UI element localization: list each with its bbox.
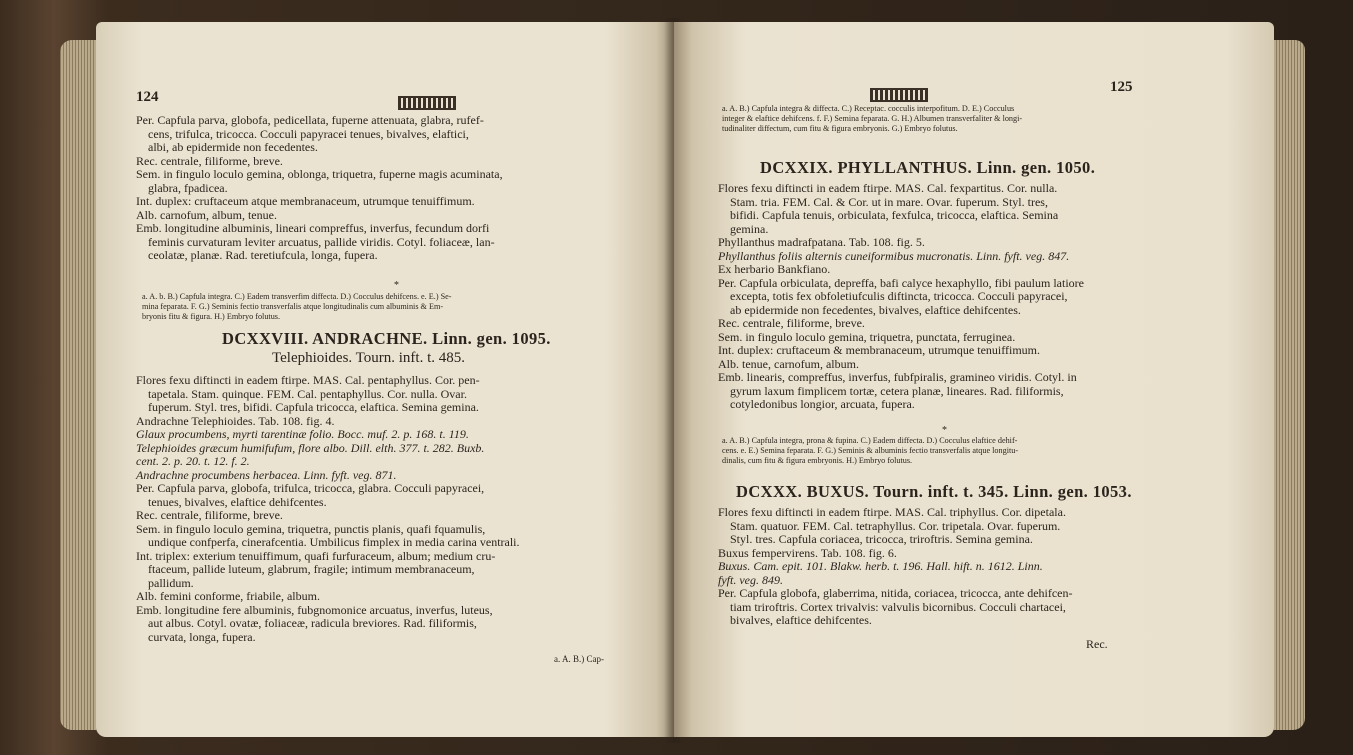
text-line: feminis curvaturam leviter arcuatus, pallide viridis. Cotyl. foliaceæ, lan- — [136, 234, 495, 249]
left-page-edges — [60, 40, 100, 730]
header-ornament — [398, 96, 456, 110]
footnote-line: tudinaliter diffectum, cum fitu & figura embryonis. G.) Embryo folutus. — [722, 124, 958, 133]
catchword: a. A. B.) Cap- — [554, 654, 604, 664]
text-line: cent. 2. p. 20. t. 12. f. 2. — [136, 454, 250, 468]
text-line: pallidum. — [136, 575, 194, 590]
text-line: Emb. longitudine albuminis, lineari compreffus, inverfus, fecundum dorfi — [136, 221, 490, 235]
text-line: cens, trifulca, tricocca. Cocculi papyracei tenues, bivalves, elaftici, — [136, 126, 469, 141]
genus-subheading: Telephioides. Tourn. inft. t. 485. — [272, 350, 466, 366]
text-line: excepta, totis fex obfoletiufculis diftincta, tricocca. Cocculi papyracei, — [718, 289, 1068, 303]
footnote-1 — [142, 292, 652, 322]
right-page — [674, 22, 1274, 737]
text-line: Alb. tenue, carnofum, album. — [718, 356, 859, 371]
left-page — [96, 22, 674, 737]
text-line: ab epidermide non fecedentes, bivalves, elaftice dehifcentes. — [718, 302, 1021, 317]
text-line: fuperum. Styl. tres, bifidi. Capfula tricocca, elaftica. Semina gemina. — [136, 400, 479, 414]
text-line: Emb. linearis, compreffus, inverfus, fubfpiralis, gramineo viridis. Cotyl. in — [718, 370, 1077, 384]
text-line: Andrachne procumbens herbacea. Linn. fyft. veg. 871. — [136, 467, 397, 482]
footnote-asterisk: * — [394, 280, 399, 291]
text-line: Int. triplex: exterium tenuiffimum, quafi furfuraceum, album; medium cru- — [136, 548, 496, 563]
text-line: Stam. quatuor. FEM. Cal. tetraphyllus. Cor. tripetala. Ovar. fuperum. — [718, 518, 1061, 533]
text-line: Per. Capfula orbiculata, depreffa, bafi calyce hexaphyllo, fibi paulum latiore — [718, 275, 1084, 290]
text-line: Sem. in fingulo loculo gemina, triquetra, punctata, ferruginea. — [718, 329, 1016, 344]
genus-heading: DCXXIX. PHYLLANTHUS. Linn. gen. 1050. — [760, 158, 1096, 177]
text-line: Telephioides græcum humifufum, flore albo. Dill. elth. 377. t. 282. Buxb. — [136, 440, 485, 455]
text-line: curvata, longa, fupera. — [136, 629, 256, 644]
text-line: Flores fexu diftincti in eadem ftirpe. MAS. Cal. fexpartitus. Cor. nulla. — [718, 181, 1058, 195]
text-line: Int. duplex: cruftaceum atque membranaceum, utrumque tenuiffimum. — [136, 194, 475, 208]
footnote-line: cens. e. E.) Semina feparata. F. G.) Seminis & albuminis fectio transverfalis atque longitu- — [722, 446, 1019, 455]
text-line: Buxus fempervirens. Tab. 108. fig. 6. — [718, 545, 897, 560]
text-line: gemina. — [718, 221, 769, 236]
footnote-asterisk: * — [942, 425, 947, 436]
text-line: Per. Capfula globofa, glaberrima, nitida, coriacea, tricocca, ante dehifcen- — [718, 586, 1073, 600]
text-line: gyrum laxum fimplicem tortæ, cetera planæ, lineares. Rad. filiformis, — [718, 383, 1064, 398]
footnote-line: integer & elaftice dehifcens. f. F.) Semina feparata. G. H.) Albumen transverfaliter & longi- — [722, 114, 1023, 123]
page-number: 124 — [136, 89, 159, 105]
description-block-2 — [136, 374, 656, 644]
text-line: tapetala. Stam. quinque. FEM. Cal. pentaphyllus. Cor. nulla. Ovar. — [136, 386, 467, 401]
footnote-line: dinalis, cum fitu & figura embryonis. H.) Embryo folutus. — [722, 456, 913, 465]
text-line: Rec. centrale, filiforme, breve. — [718, 316, 865, 330]
text-line: Ex herbario Bankfiano. — [718, 262, 831, 276]
text-line: bifidi. Capfula tenuis, orbiculata, fexfulca, tricocca, elaftica. Semina — [718, 208, 1059, 222]
page-number: 125 — [1110, 79, 1133, 95]
text-line: Sem. in fingulo loculo gemina, triquetra, punctis planis, quafi fquamulis, — [136, 521, 486, 536]
text-line: Alb. carnofum, album, tenue. — [136, 207, 277, 222]
text-line: aut albus. Cotyl. ovatæ, foliaceæ, radicula breviores. Rad. filiformis, — [136, 616, 477, 630]
footnote-2 — [722, 436, 1222, 466]
text-line: Phyllanthus foliis alternis cuneiformibus mucronatis. Linn. fyft. veg. 847. — [718, 248, 1070, 263]
footnote-line: mina feparata. F. G.) Seminis fectio transverfalis atque longitudinalis cum albuminis & Em- — [142, 302, 444, 311]
footnote-top — [722, 104, 1222, 134]
text-line: fyft. veg. 849. — [718, 572, 783, 587]
text-line: Rec. centrale, filiforme, breve. — [136, 153, 283, 168]
text-line: undique confperfa, cinerafcentia. Umbilicus fimplex in media carina ventrali. — [136, 535, 520, 549]
text-line: Emb. longitudine fere albuminis, fubgnomonice arcuatus, inverfus, luteus, — [136, 602, 493, 617]
genus-heading: DCXXVIII. ANDRACHNE. Linn. gen. 1095. — [222, 329, 551, 348]
description-block-4 — [718, 506, 1238, 628]
catchword: Rec. — [1086, 637, 1108, 651]
text-line: Per. Capfula parva, globofa, pedicellata, fuperne attenuata, glabra, rufef- — [136, 113, 484, 127]
description-block-1 — [136, 114, 656, 263]
header-ornament — [870, 88, 928, 102]
footnote-line: a. A. b. B.) Capfula integra. C.) Eadem transverfim diffecta. D.) Cocculus dehifcens. e. E.) Se- — [142, 292, 452, 301]
text-line: ceolatæ, planæ. Rad. teretiufcula, longa, fupera. — [136, 248, 378, 262]
text-line: Rec. centrale, filiforme, breve. — [136, 508, 283, 522]
text-line: Andrachne Telephioides. Tab. 108. fig. 4. — [136, 413, 335, 428]
text-line: Phyllanthus madrafpatana. Tab. 108. fig. 5. — [718, 235, 925, 249]
text-line: albi, ab epidermide non fecedentes. — [136, 140, 318, 154]
text-line: Per. Capfula parva, globofa, trifulca, tricocca, glabra. Cocculi papyracei, — [136, 481, 485, 495]
text-line: Glaux procumbens, myrti tarentinæ folio. Bocc. muf. 2. p. 168. t. 119. — [136, 427, 469, 441]
footnote-line: bryonis fitu & figura. H.) Embryo folutus. — [142, 312, 281, 321]
text-line: Alb. femini conforme, friabile, album. — [136, 589, 320, 603]
text-line: cotyledonibus longior, arcuata, fupera. — [718, 397, 915, 411]
genus-heading: DCXXX. BUXUS. Tourn. inft. t. 345. Linn. gen. 1053. — [736, 482, 1132, 501]
text-line: Int. duplex: cruftaceum & membranaceum, utrumque tenuiffimum. — [718, 343, 1041, 357]
text-line: bivalves, elaftice dehifcentes. — [718, 613, 872, 627]
text-line: Flores fexu diftincti in eadem ftirpe. MAS. Cal. triphyllus. Cor. dipetala. — [718, 505, 1066, 519]
footnote-line: a. A. B.) Capfula integra, prona & fupina. C.) Eadem diffecta. D.) Cocculus elaftice dehif- — [722, 436, 1018, 445]
text-line: glabra, fpadicea. — [136, 180, 228, 195]
text-line: Styl. tres. Capfula coriacea, tricocca, triroftris. Semina gemina. — [718, 532, 1033, 546]
description-block-3 — [718, 182, 1238, 412]
text-line: Buxus. Cam. epit. 101. Blakw. herb. t. 196. Hall. hift. n. 1612. Linn. — [718, 559, 1043, 573]
footnote-line: a. A. B.) Capfula integra & diffecta. C.) Receptac. cocculis interpofitum. D. E.) Cocculus — [722, 104, 1015, 113]
text-line: ftaceum, pallide luteum, glabrum, fragile; intimum membranaceum, — [136, 562, 475, 576]
text-line: Sem. in fingulo loculo gemina, oblonga, triquetra, fuperne magis acuminata, — [136, 167, 503, 181]
text-line: Stam. tria. FEM. Cal. & Cor. ut in mare. Ovar. fuperum. Styl. tres, — [718, 194, 1048, 209]
text-line: tiam triroftris. Cortex trivalvis: valvulis bicornibus. Cocculi chartacei, — [718, 599, 1066, 614]
text-line: Flores fexu diftincti in eadem ftirpe. MAS. Cal. pentaphyllus. Cor. pen- — [136, 373, 480, 387]
text-line: tenues, bivalves, elaftice dehifcentes. — [136, 494, 327, 509]
